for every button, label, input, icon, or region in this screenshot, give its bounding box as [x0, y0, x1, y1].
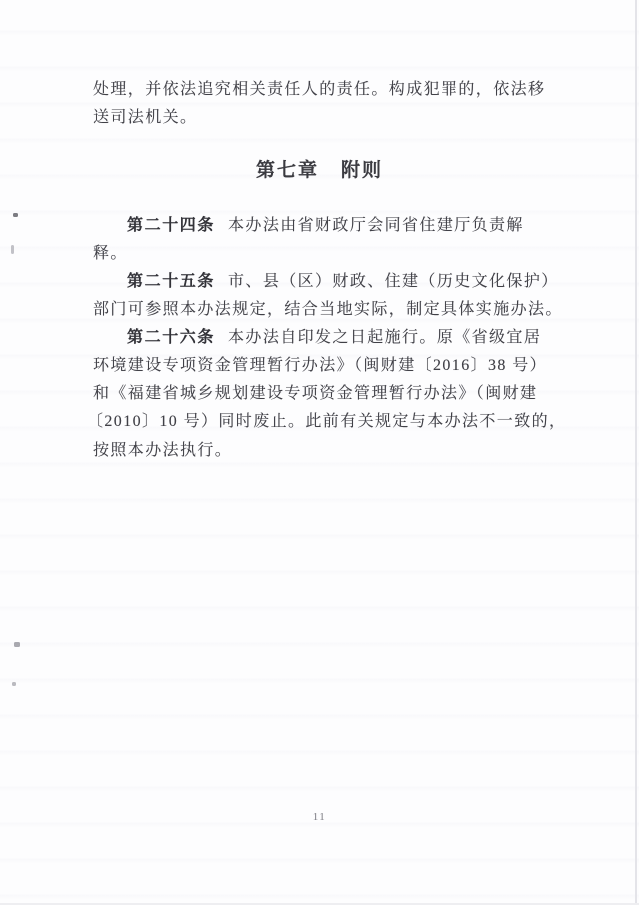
chapter-heading — [0, 155, 639, 182]
article-24-number: 第二十四条 — [127, 217, 216, 234]
article-24-continuation-line: 释。 — [93, 245, 128, 262]
article-24-first-line — [93, 212, 563, 235]
article-25-text: 市、县（区）财政、住建（历史文化保护） — [228, 273, 559, 290]
article-26-first-line — [93, 324, 563, 347]
article-26-continuation-line: 按照本办法执行。 — [93, 442, 233, 459]
chapter-number: 第七章 — [255, 160, 319, 181]
scan-speck — [12, 682, 16, 686]
body-text-line: 处理，并依法追究相关责任人的责任。构成犯罪的，依法移 — [93, 81, 546, 98]
article-26-continuation-line: 和《福建省城乡规划建设专项资金管理暂行办法》（闽财建 — [93, 385, 538, 402]
article-26-continuation-line: 环境建设专项资金管理暂行办法》（闽财建〔2016〕38 号） — [93, 357, 548, 374]
article-25-number: 第二十五条 — [127, 273, 216, 290]
scan-speck — [14, 642, 20, 647]
page-scan-edge — [635, 0, 637, 905]
scan-speck — [13, 213, 18, 217]
article-24-text: 本办法由省财政厅会同省住建厅负责解 — [228, 217, 524, 234]
page-number: 11 — [312, 811, 327, 823]
article-25-first-line — [93, 268, 563, 291]
chapter-title: 附则 — [341, 160, 384, 181]
article-26-continuation-line: 〔2010〕10 号）同时废止。此前有关规定与本办法不一致的， — [87, 413, 567, 430]
scan-speck — [11, 245, 14, 254]
body-text-line: 送司法机关。 — [93, 109, 198, 126]
article-26-number: 第二十六条 — [127, 329, 216, 346]
article-25-continuation-line: 部门可参照本办法规定，结合当地实际，制定具体实施办法。 — [93, 301, 563, 318]
article-26-text: 本办法自印发之日起施行。原《省级宜居 — [228, 329, 542, 346]
